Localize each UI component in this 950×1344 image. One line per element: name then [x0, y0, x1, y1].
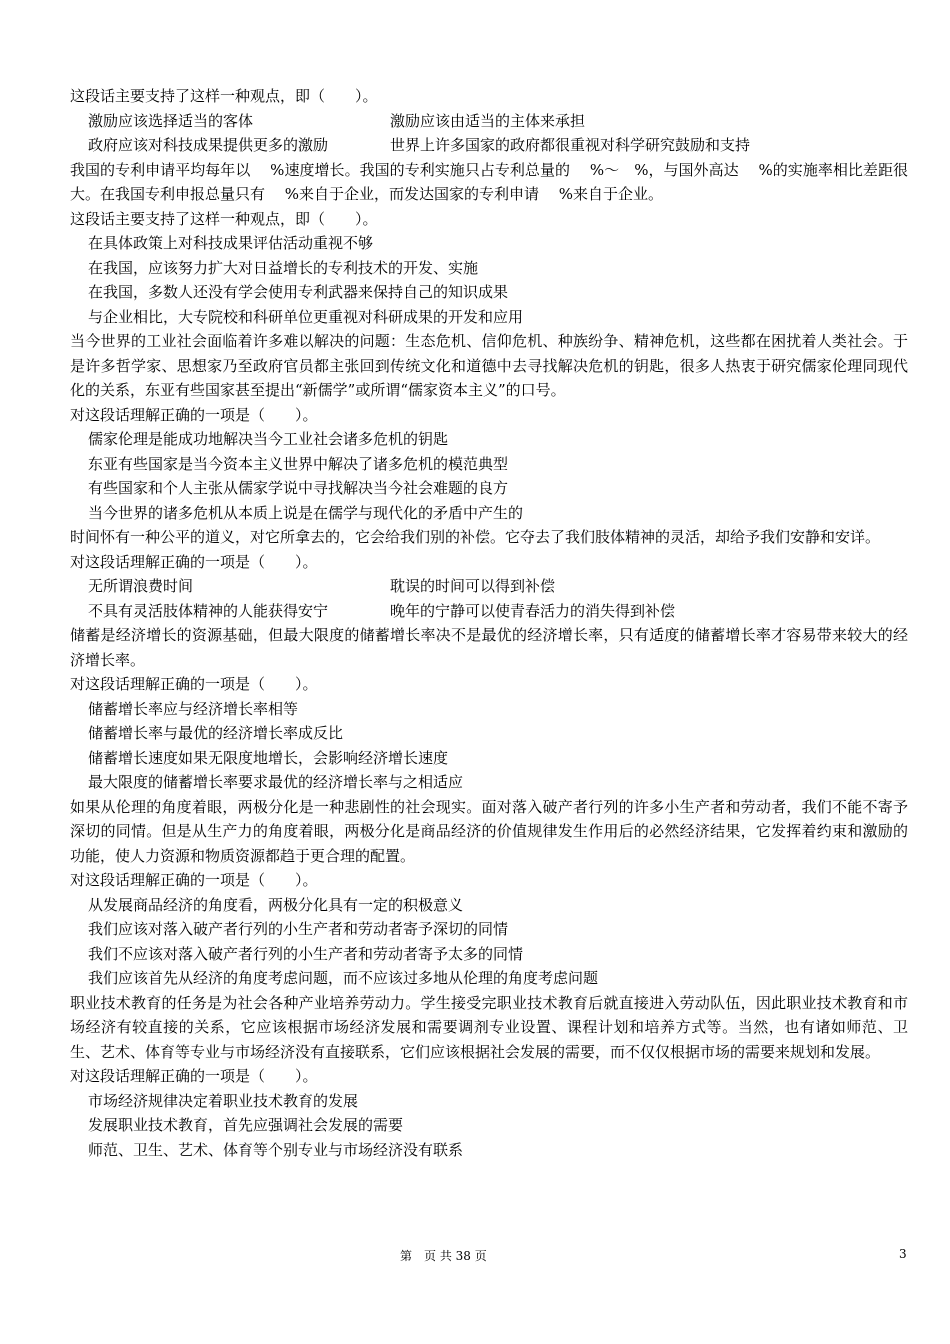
option-c: 不具有灵活肢体精神的人能获得安宁 [88, 601, 329, 620]
option-c: 我们不应该对落入破产者行列的小生产者和劳动者寄予太多的同情 [88, 944, 524, 963]
question-stem: 对这段话理解正确的一项是（ ）。 [70, 675, 318, 693]
option-d: 世界上许多国家的政府都很重视对科学研究鼓励和支持 [390, 136, 751, 154]
question-stem: 对这段话理解正确的一项是（ ）。 [70, 871, 318, 889]
option-row [70, 599, 908, 624]
option-b: 在我国，应该努力扩大对日益增长的专利技术的开发、实施 [88, 258, 479, 277]
question-passage: 储蓄是经济增长的资源基础，但最大限度的储蓄增长率决不是最优的经济增长率，只有适度的储蓄增长率才容易带来较大的经济增长率。 [70, 626, 908, 669]
question-passage: 当今世界的工业社会面临着许多难以解决的问题：生态危机、信仰危机、种族纷争、精神危机，这些都在困扰着人类社会。于是许多哲学家、思想家乃至政府官员都主张回到传统文化和道德中去寻找解决危机的钥匙，很多人热衷于研究儒家伦理同现代化的关系，东亚有些国家甚至提出“新儒学”或所谓“儒家资本主义”的口号。 [70, 332, 908, 399]
option-a: 儒家伦理是能成功地解决当今工业社会诸多危机的钥匙 [88, 430, 449, 448]
page-number: 3 [899, 1247, 907, 1261]
option-a: 市场经济规律决定着职业技术教育的发展 [88, 1091, 359, 1110]
option-a: 无所谓浪费时间 [88, 577, 194, 595]
question-stem: 对这段话理解正确的一项是（ ）。 [70, 552, 318, 571]
option-d: 晚年的宁静可以使青春活力的消失得到补偿 [390, 601, 676, 620]
option-row [70, 574, 908, 599]
option-d: 当今世界的诸多危机从本质上说是在儒学与现代化的矛盾中产生的 [88, 503, 524, 522]
option-c: 储蓄增长速度如果无限度地增长，会影响经济增长速度 [88, 748, 449, 767]
option-c: 在我国，多数人还没有学会使用专利武器来保持自己的知识成果 [88, 283, 509, 301]
option-c: 师范、卫生、艺术、体育等个别专业与市场经济没有联系 [88, 1140, 464, 1159]
option-b: 储蓄增长率与最优的经济增长率成反比 [88, 724, 344, 742]
question-stem: 这段话主要支持了这样一种观点，即（ ）。 [70, 87, 378, 105]
option-b: 发展职业技术教育，首先应强调社会发展的需要 [88, 1116, 404, 1134]
option-row [70, 109, 908, 134]
option-d: 我们应该首先从经济的角度考虑问题，而不应该过多地从伦理的角度考虑问题 [88, 969, 599, 987]
page-count-label: 第 页 共 38 页 [400, 1249, 487, 1263]
option-row [70, 133, 908, 158]
option-a: 从发展商品经济的角度看，两极分化具有一定的积极意义 [88, 895, 464, 914]
option-b: 激励应该由适当的主体来承担 [390, 111, 586, 130]
question-passage: 职业技术教育的任务是为社会各种产业培养劳动力。学生接受完职业技术教育后就直接进入劳动队伍，因此职业技术教育和市场经济有较直接的关系，它应该根据市场经济发展和需要调剂专业设置、课程计划和培养方式等。当然，也有诸如师范、卫生、艺术、体育等专业与市场经济没有直接联系，它们应该根据社会发展的需要，而不仅仅根据市场的需要来规划和发展。 [70, 993, 908, 1061]
option-d: 与企业相比，大专院校和科研单位更重视对科研成果的开发和应用 [88, 307, 524, 326]
option-b: 东亚有些国家是当今资本主义世界中解决了诸多危机的模范典型 [88, 454, 509, 473]
option-c: 政府应该对科技成果提供更多的激励 [88, 136, 329, 154]
question-passage: 如果从伦理的角度着眼，两极分化是一种悲剧性的社会现实。面对落入破产者行列的许多小生产者和劳动者，我们不能不寄予深切的同情。但是从生产力的角度着眼，两极分化是商品经济的价值规律发生作用后的必然经济结果，它发挥着约束和激励的功能，使人力资源和物质资源都趋于更合理的配置。 [70, 797, 908, 865]
option-a: 在具体政策上对科技成果评估活动重视不够 [88, 234, 374, 252]
option-a: 激励应该选择适当的客体 [88, 111, 254, 130]
question-passage: 我国的专利申请平均每年以 %速度增长。我国的专利实施只占专利总量的 %～ %，与国外高达 %的实施率相比差距很大。在我国专利申报总量只有 %来自于企业，而发达国家的专利申请 %来自于企业。 [70, 160, 908, 203]
question-passage: 时间怀有一种公平的道义，对它所拿去的，它会给我们别的补偿。它夺去了我们肢体精神的灵活，却给予我们安静和安详。 [70, 528, 881, 546]
option-b: 我们应该对落入破产者行列的小生产者和劳动者寄予深切的同情 [88, 920, 509, 938]
question-stem: 对这段话理解正确的一项是（ ）。 [70, 405, 318, 424]
question-stem: 对这段话理解正确的一项是（ ）。 [70, 1067, 318, 1085]
option-b: 耽误的时间可以得到补偿 [390, 577, 556, 595]
option-c: 有些国家和个人主张从儒家学说中寻找解决当今社会难题的良方 [88, 479, 509, 497]
option-a: 储蓄增长率应与经济增长率相等 [88, 699, 299, 718]
question-stem: 这段话主要支持了这样一种观点，即（ ）。 [70, 209, 378, 228]
option-d: 最大限度的储蓄增长率要求最优的经济增长率与之相适应 [88, 773, 464, 791]
document-body [70, 84, 908, 1162]
